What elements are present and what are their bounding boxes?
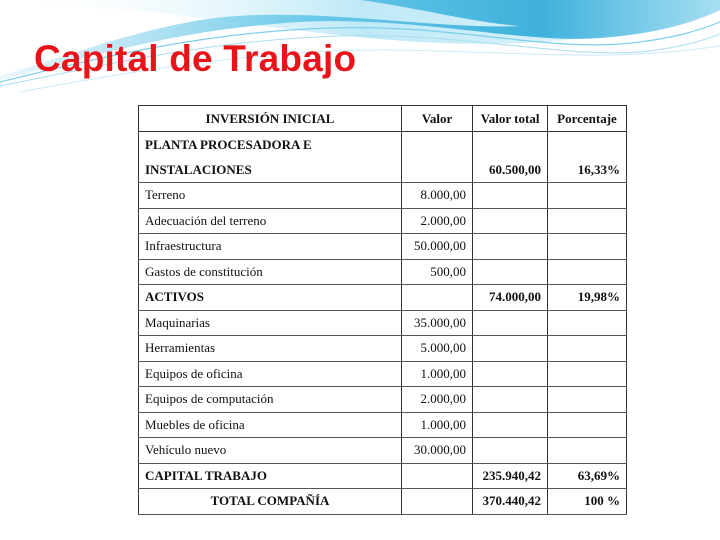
row-porcentaje [548, 412, 627, 438]
row-valor: 500,00 [402, 259, 473, 285]
table-row [139, 412, 627, 438]
row-valor [402, 132, 473, 158]
investment-table [138, 105, 627, 515]
table-row [139, 310, 627, 336]
row-porcentaje: 63,69% [548, 463, 627, 489]
row-valor: 1.000,00 [402, 361, 473, 387]
header-porcentaje: Porcentaje [548, 106, 627, 132]
row-valor: 50.000,00 [402, 234, 473, 260]
row-valor: 5.000,00 [402, 336, 473, 362]
row-label: Maquinarias [139, 310, 402, 336]
row-valor: 8.000,00 [402, 183, 473, 209]
row-valor-total: 60.500,00 [473, 157, 548, 183]
row-valor [402, 157, 473, 183]
row-porcentaje [548, 208, 627, 234]
header-valor-total: Valor total [473, 106, 548, 132]
row-valor-total: 235.940,42 [473, 463, 548, 489]
table-row [139, 208, 627, 234]
row-label: Vehículo nuevo [139, 438, 402, 464]
table-row [139, 285, 627, 311]
row-label: ACTIVOS [139, 285, 402, 311]
row-porcentaje [548, 310, 627, 336]
row-label: Herramientas [139, 336, 402, 362]
row-label: Equipos de computación [139, 387, 402, 413]
row-valor: 2.000,00 [402, 208, 473, 234]
row-valor-total [473, 259, 548, 285]
row-porcentaje: 16,33% [548, 157, 627, 183]
row-valor-total [473, 183, 548, 209]
table-row [139, 234, 627, 260]
slide-title: Capital de Trabajo [34, 38, 357, 79]
table-row [139, 259, 627, 285]
row-valor-total [473, 361, 548, 387]
row-valor [402, 285, 473, 311]
table-row [139, 489, 627, 515]
row-valor: 2.000,00 [402, 387, 473, 413]
row-label: INSTALACIONES [139, 157, 402, 183]
row-valor-total: 370.440,42 [473, 489, 548, 515]
row-valor-total [473, 310, 548, 336]
table-row [139, 336, 627, 362]
row-porcentaje [548, 387, 627, 413]
table-row [139, 157, 627, 183]
row-label: Gastos de constitución [139, 259, 402, 285]
row-valor-total [473, 132, 548, 158]
table-row [139, 438, 627, 464]
row-valor-total [473, 387, 548, 413]
table-row [139, 361, 627, 387]
row-porcentaje [548, 132, 627, 158]
row-label: Terreno [139, 183, 402, 209]
row-label: Infraestructura [139, 234, 402, 260]
row-porcentaje: 100 % [548, 489, 627, 515]
row-valor-total [473, 412, 548, 438]
row-valor [402, 489, 473, 515]
row-label: Equipos de oficina [139, 361, 402, 387]
row-porcentaje [548, 259, 627, 285]
row-label: Muebles de oficina [139, 412, 402, 438]
row-valor-total [473, 234, 548, 260]
row-porcentaje [548, 336, 627, 362]
table-row [139, 132, 627, 158]
row-valor: 1.000,00 [402, 412, 473, 438]
row-label: CAPITAL TRABAJO [139, 463, 402, 489]
row-label: Adecuación del terreno [139, 208, 402, 234]
table-row [139, 387, 627, 413]
row-label: PLANTA PROCESADORA E [139, 132, 402, 158]
row-porcentaje [548, 234, 627, 260]
table-row [139, 463, 627, 489]
row-porcentaje [548, 438, 627, 464]
row-porcentaje [548, 361, 627, 387]
row-valor-total: 74.000,00 [473, 285, 548, 311]
row-valor: 35.000,00 [402, 310, 473, 336]
row-valor [402, 463, 473, 489]
header-inversion-inicial: INVERSIÓN INICIAL [139, 106, 402, 132]
row-label: TOTAL COMPAÑÍA [139, 489, 402, 515]
row-valor-total [473, 438, 548, 464]
table-header-row [139, 106, 627, 132]
row-porcentaje: 19,98% [548, 285, 627, 311]
table-row [139, 183, 627, 209]
row-porcentaje [548, 183, 627, 209]
row-valor: 30.000,00 [402, 438, 473, 464]
header-valor: Valor [402, 106, 473, 132]
row-valor-total [473, 336, 548, 362]
row-valor-total [473, 208, 548, 234]
